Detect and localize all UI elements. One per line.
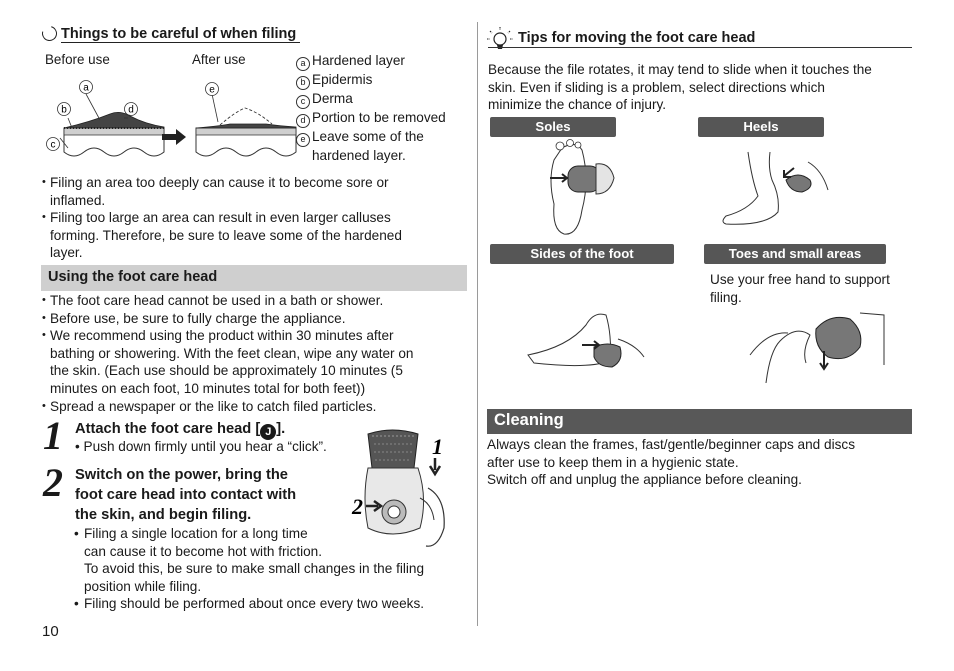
step-2-title: Switch on the power, bring the foot care head into contact with the skin, and begin filing.	[75, 467, 297, 523]
legend-item: a Hardened layer	[296, 52, 446, 71]
legend-item: c Derma	[296, 90, 446, 109]
down-arrow-icon	[430, 458, 440, 474]
legend-item: b Epidermis	[296, 71, 446, 90]
list-item: • The foot care head cannot be used in a bath or shower.	[42, 292, 472, 310]
tips-section-title: Tips for moving the foot care head	[488, 30, 912, 48]
caution-section-title: Things to be careful of when filing	[42, 26, 300, 42]
toes-label: Toes and small areas	[704, 244, 886, 264]
step-1-number: 1	[43, 413, 63, 458]
marker-e: e	[209, 84, 215, 96]
before-use-label: Before use	[45, 52, 110, 67]
column-divider	[477, 22, 478, 626]
before-use-diagram	[47, 81, 165, 157]
page-number: 10	[42, 623, 59, 640]
list-item: • We recommend using the product within 30 minutes after bathing or showering. With the feet clean, wipe any water on the skin. (Each use should be approximately 10 minutes (5 minutes on each foot, 10 minutes total for both feet))	[42, 327, 472, 397]
skin-layers-diagram	[40, 72, 300, 172]
using-bullets	[42, 292, 472, 415]
after-use-label: After use	[192, 52, 246, 67]
figure-label-2: 2	[352, 494, 363, 519]
toes-note: Use your free hand to support filing.	[710, 272, 890, 305]
sides-illustration	[528, 305, 648, 385]
list-item: • Before use, be sure to fully charge the appliance.	[42, 310, 472, 328]
marker-d: d	[128, 104, 134, 116]
marker-b: b	[61, 104, 67, 116]
legend-item-continuation: hardened layer.	[312, 148, 406, 163]
sides-of-foot-label: Sides of the foot	[490, 244, 674, 264]
toes-illustration	[740, 305, 886, 387]
step-1-note: • Push down firmly until you hear a “click”.	[75, 439, 327, 454]
soles-illustration	[540, 140, 630, 240]
step-2-number: 2	[43, 460, 63, 505]
legend-item: e Leave some of the	[296, 128, 446, 147]
caution-bullets	[42, 174, 472, 262]
marker-c: c	[50, 139, 56, 151]
tips-intro: Because the file rotates, it may tend to slide when it touches the skin. Even if sliding is a problem, select directions which minimize the chance of injury.	[488, 62, 872, 113]
layer-legend	[296, 52, 446, 165]
soles-label: Soles	[490, 117, 616, 137]
heels-illustration	[718, 140, 834, 230]
cleaning-text: Always clean the frames, fast/gentle/beginner caps and discs after use to keep them in a hygienic state. Switch off and unplug the appliance before cleaning.	[487, 437, 855, 488]
list-item: • Filing too large an area can result in even larger calluses forming. Therefore, be sure to leave some of the hardened layer.	[42, 209, 472, 262]
caution-icon	[39, 23, 59, 43]
cleaning-section-title: Cleaning	[487, 409, 912, 434]
list-item: • Filing an area too deeply can cause it to become sore or inflamed.	[42, 174, 472, 209]
after-use-diagram	[196, 83, 296, 157]
heels-label: Heels	[698, 117, 824, 137]
list-item: • Spread a newspaper or the like to catch filed particles.	[42, 398, 472, 416]
figure-label-1: 1	[432, 434, 443, 459]
using-section-title: Using the foot care head	[41, 265, 467, 291]
legend-item: d Portion to be removed	[296, 109, 446, 128]
step-1-title: Attach the foot care head [ J ].	[75, 421, 286, 438]
step-2-notes: • Filing a single location for a long time can cause it to become hot with friction. To avoid this, be sure to make small changes in the filing position while filing. • Filing should be performed about once every two weeks.	[74, 526, 425, 612]
right-arrow-icon	[162, 129, 186, 145]
appliance-illustration	[348, 428, 458, 553]
foot-care-head-icon: J	[260, 424, 276, 440]
marker-a: a	[83, 82, 89, 94]
